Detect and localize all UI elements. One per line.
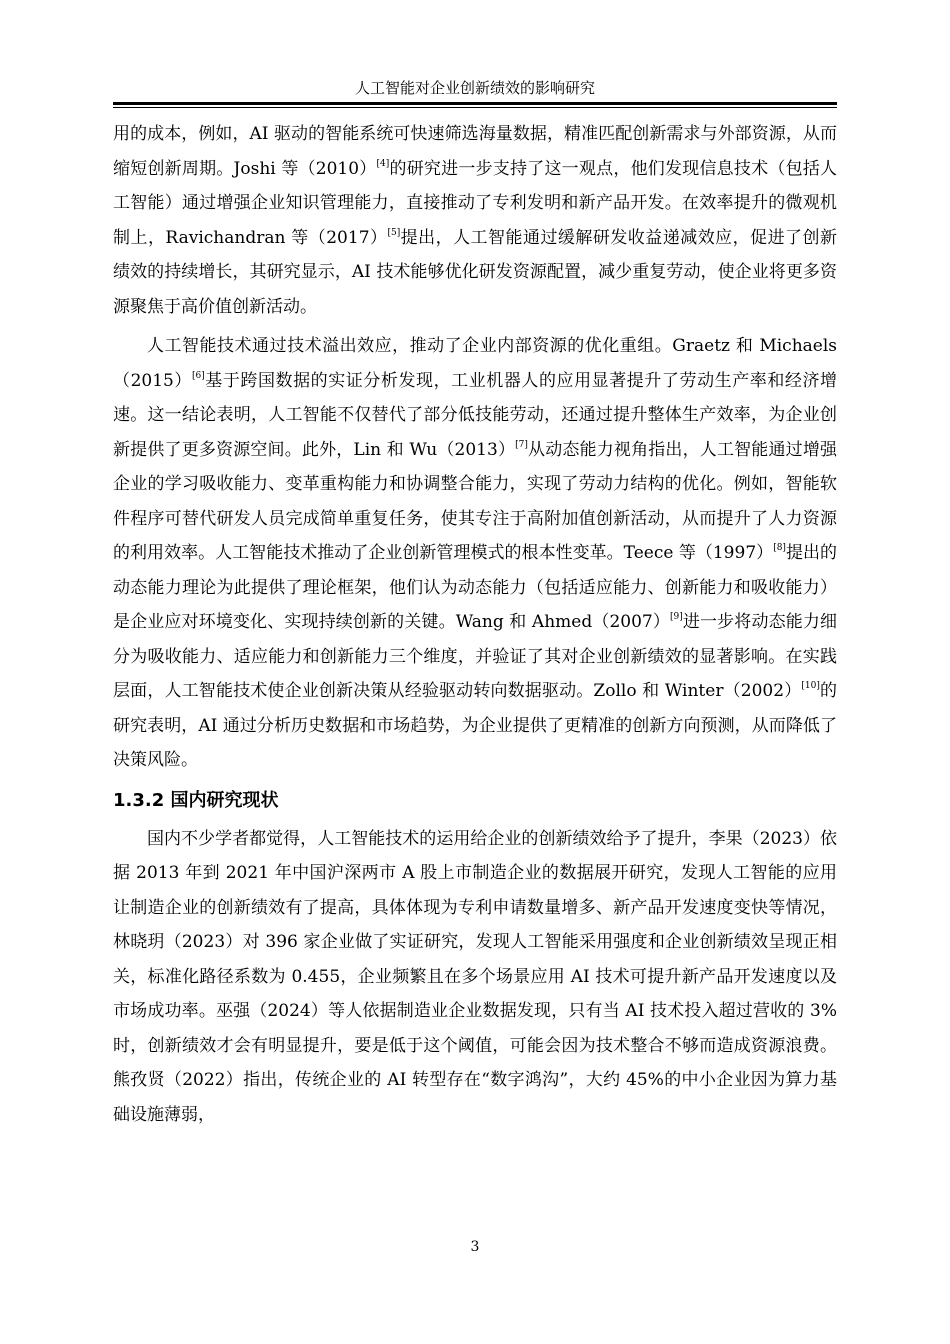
citation: [9] (670, 612, 683, 622)
header-rule-thin (113, 107, 837, 108)
text-run: 基于跨国数据的实证分析发现，工业机器人的应用显著提升了劳动生产率和经济增速。这一结论表明，人工智能不仅替代了部分低技能劳动，还通过提升整体生产效率，为企业创新提供了更多资源空间。此外，Lin 和 Wu（2013） (113, 370, 838, 460)
page-number: 3 (470, 1239, 480, 1255)
text-run: 的研究进一步支持了这一观点，他们发现信息技术（包括人工智能）通过增强企业知识管理能力，直接推动了专利发明和新产品开发。在效率提升的微观机制上，Ravichandran 等（2017） (113, 158, 838, 248)
running-header: 人工智能对企业创新绩效的影响研究 (354, 79, 595, 97)
text-run: 人工智能技术通过技术溢出效应，推动了企业内部资源的优化重组。Graetz 和 Michaels（2015） (113, 336, 837, 391)
text-run: 提出，人工智能通过缓解研发收益递减效应，促进了创新绩效的持续增长，其研究显示，AI 技术能够优化研发资源配置，减少重复劳动，使企业将更多资源聚焦于高价值创新活动。 (113, 227, 837, 317)
citation: [10] (801, 681, 820, 691)
text-run: 用的成本，例如，AI 驱动的智能系统可快速筛选海量数据，精准匹配创新需求与外部资源，从而缩短创新周期。Joshi 等（2010） (113, 124, 837, 179)
paragraph-3: 国内不少学者都觉得，人工智能技术的运用给企业的创新绩效给予了提升，李果（2023）依据 2013 年到 2021 年中国沪深两市 A 股上市制造企业的数据展开研究，发现人工智能的应用让制造企业的创新绩效有了提高，具体体现为专利申请数量增多、新产品开发速度变快等情况，林晓玥（2023）对 396 家企业做了实证研究，发现人工智能采用强度和企业创新绩效呈现正相关，标准化路径系数为 0.455，企业频繁且在多个场景应用 AI 技术可提升新产品开发速度以及市场成功率。巫强（2024）等人依据制造业企业数据发现，只有当 AI 技术投入超过营收的 3%时，创新绩效才会有明显提升，要是低于这个阈值，可能会因为技术整合不够而造成资源浪费。熊孜贤（2022）指出，传统企业的 AI 转型存在“数字鸿沟”，大约 45%的中小企业因为算力基础设施薄弱， (113, 828, 837, 1125)
text-run: 的研究表明，AI 通过分析历史数据和市场趋势，为企业提供了更精准的创新方向预测，从而降低了决策风险。 (113, 681, 838, 770)
text-run: 提出的动态能力理论为此提供了理论框架，他们认为动态能力（包括适应能力、创新能力和吸收能力）是企业应对环境变化、实现持续创新的关键。Wang 和 Ahmed（2007） (113, 543, 838, 632)
text-run: 从动态能力视角指出，人工智能通过增强企业的学习吸收能力、变革重构能力和协调整合能力，实现了劳动力结构的优化。例如，智能软件程序可替代研发人员完成简单重复任务，使其专注于高附加值创新活动，从而提升了人力资源的利用效率。人工智能技术推动了企业创新管理模式的根本性变革。Teece 等（1997） (113, 439, 837, 563)
section-heading: 1.3.2 国内研究现状 (113, 789, 279, 811)
citation: [8] (773, 543, 786, 553)
citation: [4] (376, 158, 390, 169)
citation: [6] (191, 370, 205, 381)
header-rule-thick (113, 102, 837, 105)
text-run: 进一步将动态能力细分为吸收能力、适应能力和创新能力三个维度，并验证了其对企业创新绩效的显著影响。在实践层面，人工智能技术使企业创新决策从经验驱动转向数据驱动。Zollo 和 Winter（2002） (113, 612, 837, 701)
paragraph-1 (113, 117, 837, 324)
citation: [7] (515, 439, 528, 450)
citation: [5] (387, 227, 401, 238)
paragraph-2 (113, 329, 837, 778)
body-text (113, 117, 837, 1132)
